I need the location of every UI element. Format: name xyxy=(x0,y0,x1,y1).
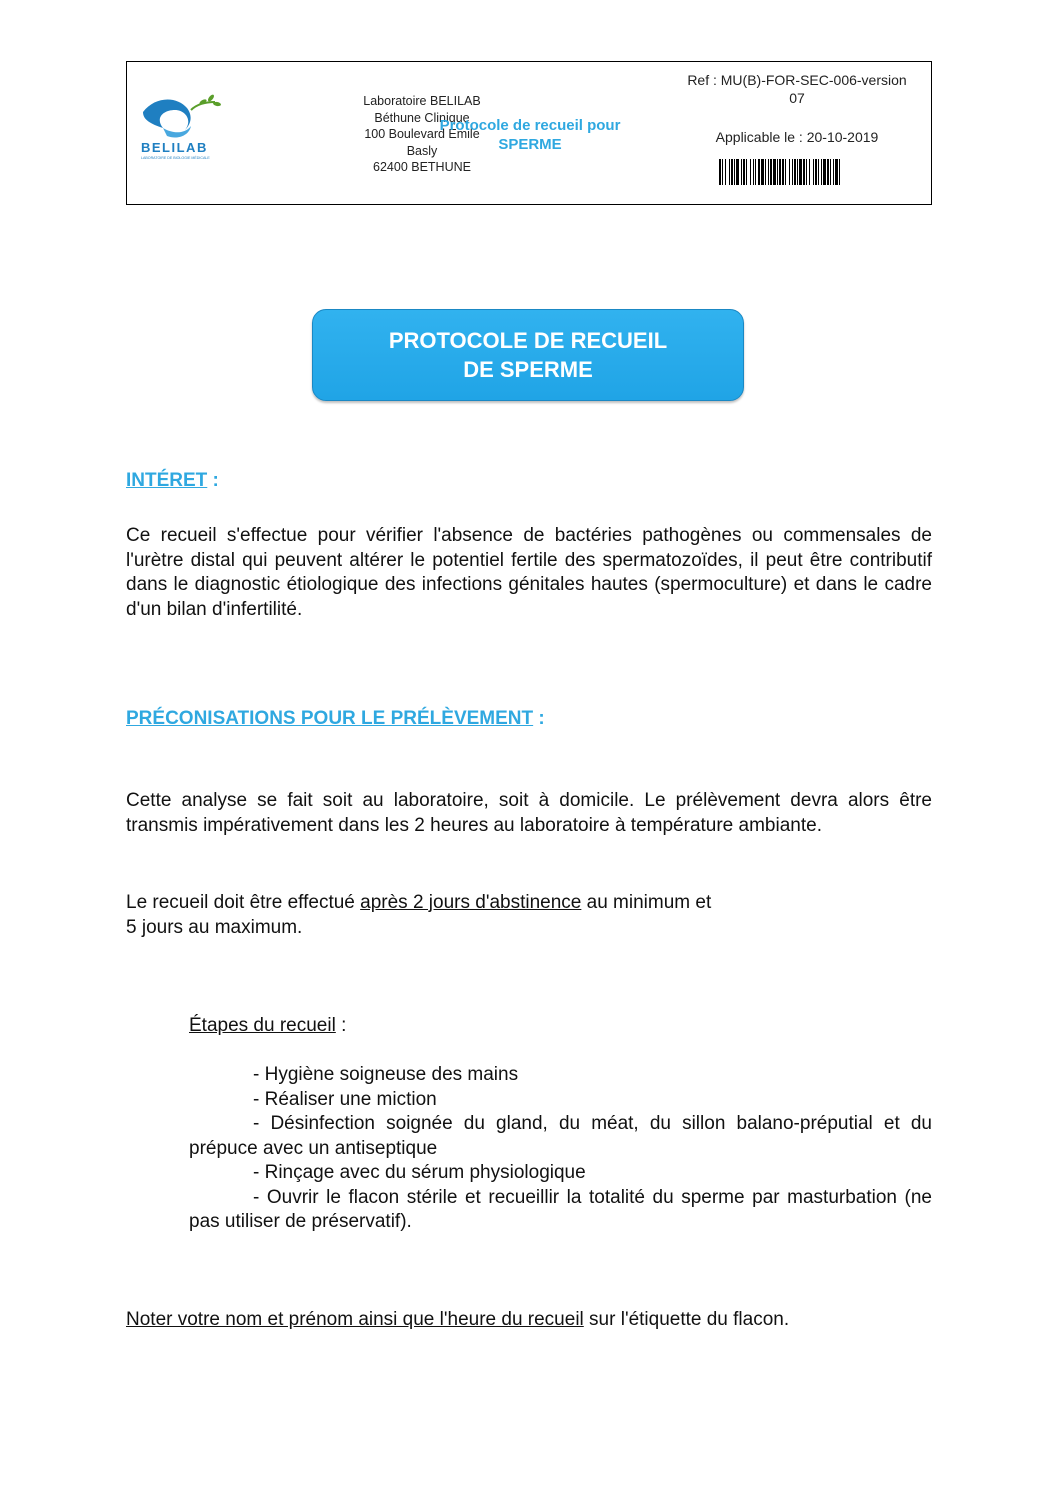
barcode-bar xyxy=(833,159,834,185)
address-line: Basly xyxy=(406,143,438,158)
barcode-bar xyxy=(758,159,760,185)
barcode-bar xyxy=(755,159,756,185)
step-item: - Désinfection soignée du gland, du méat, du sillon balano-préputial et du prépuce avec un antiseptique xyxy=(189,1113,932,1159)
barcode-bar xyxy=(743,159,745,185)
footer-note xyxy=(126,1309,789,1331)
barcode-bar xyxy=(789,159,790,185)
barcode xyxy=(719,159,894,185)
barcode-bar xyxy=(750,159,751,185)
barcode-bar xyxy=(782,159,784,185)
barcode-bar xyxy=(729,159,730,185)
logo-text: BELILAB xyxy=(141,140,208,155)
abstinence-text: Le recueil doit être effectué xyxy=(126,892,361,913)
barcode-bar xyxy=(765,159,766,185)
barcode-bar xyxy=(818,159,819,185)
banner-line: DE SPERME xyxy=(463,357,593,382)
barcode-bar xyxy=(809,159,810,185)
reference-line: 07 xyxy=(789,90,805,106)
document-title xyxy=(405,116,655,154)
abstinence-line-2: 5 jours au maximum. xyxy=(126,917,303,938)
barcode-bar xyxy=(799,159,802,185)
step-item: - Rinçage avec du sérum physiologique xyxy=(253,1162,586,1183)
barcode-bar xyxy=(773,159,776,185)
address-line: 62400 BETHUNE xyxy=(373,160,471,174)
applicable-date: Applicable le : 20-10-2019 xyxy=(715,129,879,145)
barcode-bar xyxy=(734,159,735,185)
preconisations-paragraph: Cette analyse se fait soit au laboratoire, soit à domicile. Le prélèvement devra alors être transmis impérativement dans les 2 heures au laboratoire à température ambiante. xyxy=(126,790,932,836)
steps-title-suffix: : xyxy=(335,1015,347,1036)
barcode-bar xyxy=(719,159,721,185)
barcode-bar xyxy=(823,159,826,185)
barcode-bar xyxy=(746,159,747,185)
barcode-bar xyxy=(770,159,772,185)
heading-suffix: : xyxy=(533,708,545,729)
heading-suffix: : xyxy=(207,470,219,491)
barcode-bar xyxy=(768,159,769,185)
address-line: 100 Boulevard Emile xyxy=(364,127,480,141)
section-heading-interet xyxy=(126,470,219,492)
barcode-bar xyxy=(725,159,726,185)
footer-note-emphasis: Noter votre nom et prénom ainsi que l'heure du recueil xyxy=(126,1309,584,1330)
barcode-bar xyxy=(797,159,798,185)
barcode-bar xyxy=(827,159,829,185)
logo-subtext: LABORATOIRE DE BIOLOGIE MÉDICALE xyxy=(141,156,210,160)
barcode-bar xyxy=(785,159,786,185)
banner-line: PROTOCOLE DE RECUEIL xyxy=(388,328,668,353)
title-banner xyxy=(312,309,744,401)
interet-paragraph: Ce recueil s'effectue pour vérifier l'absence de bactéries pathogènes ou commensales de l'urètre distal qui peuvent altérer le potentiel fertile des spermatozoïdes, il peut être contributif dans le diagnostic étiologique des infections génitales hautes (spermoculture) et dans le cadre d'un bilan d'infertilité. xyxy=(126,525,932,620)
barcode-bar xyxy=(792,159,793,185)
barcode-bar xyxy=(731,159,733,185)
barcode-bar xyxy=(835,159,838,185)
barcode-bar xyxy=(741,159,742,185)
document-reference xyxy=(667,71,927,107)
step-item: - Réaliser une miction xyxy=(253,1088,437,1110)
step-item: - Hygiène soigneuse des mains xyxy=(253,1064,519,1085)
steps-title xyxy=(189,1015,346,1037)
reference-line: Ref : MU(B)-FOR-SEC-006-version xyxy=(687,72,907,88)
abstinence-line xyxy=(126,892,711,914)
barcode-bar xyxy=(839,159,840,185)
step-item: - Ouvrir le flacon stérile et recueillir la totalité du sperme par masturbation (ne pas utiliser de préservatif). xyxy=(189,1186,932,1232)
barcode-bar xyxy=(821,159,822,185)
barcode-bar xyxy=(761,159,764,185)
barcode-bar xyxy=(736,159,739,185)
document-title-line: Protocole de recueil pour xyxy=(439,117,621,134)
barcode-bar xyxy=(815,159,817,185)
barcode-bar xyxy=(794,159,796,185)
barcode-bar xyxy=(779,159,781,185)
document-title-line: SPERME xyxy=(498,136,562,153)
barcode-bar xyxy=(753,159,754,185)
section-heading-preconisations xyxy=(126,708,545,730)
barcode-bar xyxy=(777,159,778,185)
address-line: Laboratoire BELILAB xyxy=(363,94,481,108)
barcode-bar xyxy=(803,159,805,185)
footer-note-text: sur l'étiquette du flacon. xyxy=(583,1309,790,1330)
steps-list xyxy=(189,1063,932,1235)
steps-title-text: Étapes du recueil xyxy=(189,1015,336,1036)
address-line: Béthune Clinique xyxy=(374,110,470,125)
abstinence-text: au minimum et xyxy=(581,892,712,913)
heading-text: PRÉCONISATIONS POUR LE PRÉLÈVEMENT xyxy=(126,708,534,729)
barcode-bar xyxy=(813,159,814,185)
barcode-bar xyxy=(830,159,831,185)
belilab-logo xyxy=(133,90,235,160)
barcode-bar xyxy=(806,159,807,185)
barcode-bar xyxy=(722,159,723,185)
heading-text: INTÉRET xyxy=(126,470,208,491)
document-header xyxy=(126,61,932,205)
abstinence-emphasis: après 2 jours d'abstinence xyxy=(360,892,582,913)
